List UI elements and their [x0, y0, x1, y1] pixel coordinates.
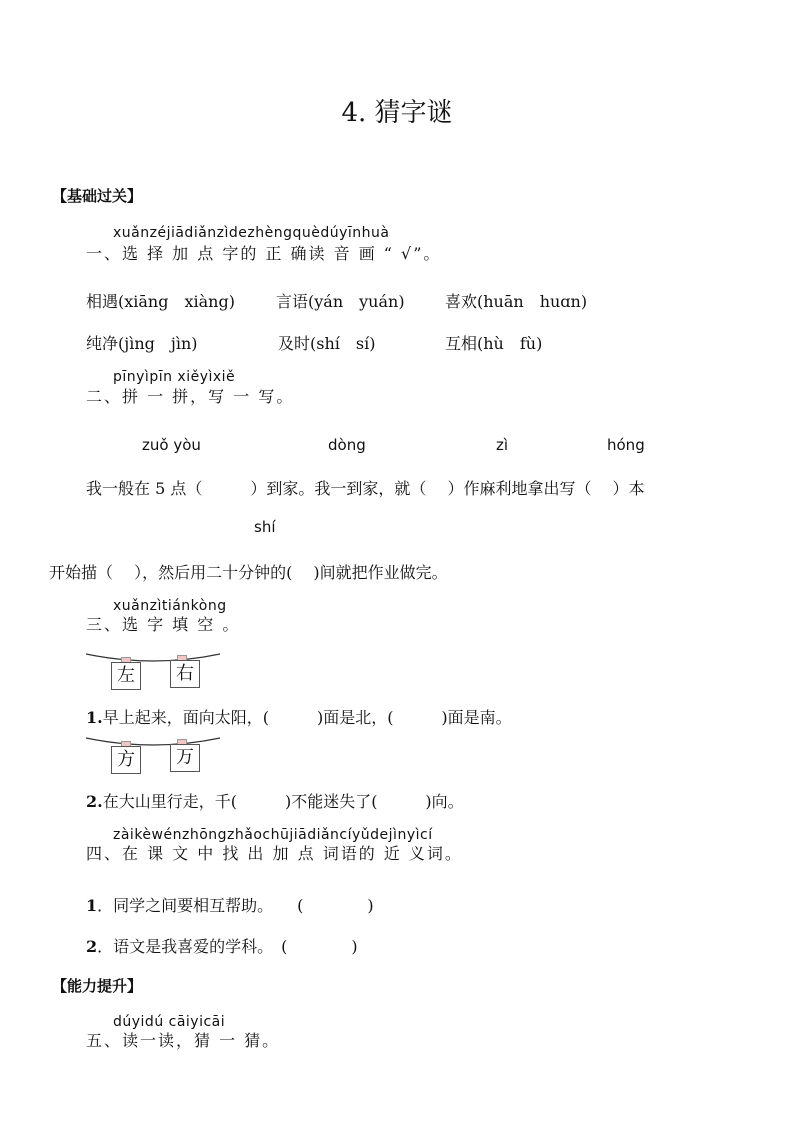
q2-line-1: 我一般在 5 点（ ）到家。我一到家，就（ ）作麻利地拿出写（ ）本 [86, 479, 645, 498]
section-ability: 【能力提升】 [52, 977, 143, 995]
q4-item-1 [86, 893, 374, 916]
q1-choice-3[interactable]: 喜欢(huān huɑn) [445, 292, 588, 311]
q1-pinyin: xuǎnzéjiādiǎnzìdezhèngquèdúyīnhuà [113, 225, 390, 241]
q2-py-1: zuǒ yòu [142, 436, 201, 454]
q4-item-1-num: 1 [86, 896, 98, 915]
q3-item-2-num: 2. [86, 792, 103, 811]
char-card-you: 右 [170, 660, 200, 688]
q5-instruction: 五、读一读，猜 一 猜。 [86, 1031, 281, 1050]
q2-py-3: zì [496, 436, 509, 454]
string-line-1 [84, 648, 224, 668]
q3-item-1-text: 早上起来，面向太阳，( )面是北，( )面是南。 [102, 708, 512, 727]
q2-instruction: 二、拼 一 拼，写 一 写。 [86, 387, 295, 406]
q4-item-1-text: ．同学之间要相互帮助。 ( ) [97, 896, 374, 915]
q3-instruction: 三、选 字 填 空 。 [86, 615, 241, 634]
q1-instruction: 一、选 择 加 点 字的 正 确读 音 画 “ √”。 [86, 244, 442, 263]
q4-item-2 [86, 934, 358, 957]
q3-item-2 [86, 789, 464, 812]
q4-item-2-text: ．语文是我喜爱的学科。 ( ) [97, 937, 358, 956]
page-title: 4. 猜字谜 [341, 98, 453, 128]
q3-pinyin: xuǎnzìtiánkòng [113, 598, 227, 614]
q1-choice-5[interactable]: 及时(shí sí) [278, 334, 376, 353]
q1-choice-4[interactable]: 纯净(jìng jìn) [86, 334, 198, 353]
string-line-2 [84, 732, 224, 752]
q3-item-2-text: 在大山里行走，千( )不能迷失了( )向。 [102, 792, 464, 811]
q3-item-1-num: 1. [86, 708, 103, 727]
q2-pinyin: pīnyìpīn xiěyìxiě [113, 369, 236, 385]
char-card-fang: 方 [111, 746, 141, 774]
q1-choice-2[interactable]: 言语(yán yuán) [276, 292, 405, 311]
q2-line-2: 开始描（ ），然后用二十分钟的( )间就把作业做完。 [49, 563, 448, 582]
q1-choice-1[interactable]: 相遇(xiāng xiàng) [86, 292, 235, 311]
q2-py-5: shí [254, 518, 276, 536]
q5-pinyin: dúyidú cāiyicāi [113, 1014, 226, 1030]
q2-py-2: dòng [328, 436, 366, 454]
char-card-zuo: 左 [111, 662, 141, 690]
q4-instruction: 四、在 课 文 中 找 出 加 点 词语的 近 义词。 [86, 844, 463, 863]
char-card-wan: 万 [170, 744, 200, 772]
q1-choice-6[interactable]: 互相(hù fù) [445, 334, 543, 353]
q2-py-4: hóng [607, 436, 645, 454]
section-basic: 【基础过关】 [52, 187, 143, 205]
q4-item-2-num: 2 [86, 937, 98, 956]
q3-item-1 [86, 705, 512, 728]
q4-pinyin: zàikèwénzhōngzhǎochūjiādiǎncíyǔdejìnyìcí [113, 827, 433, 843]
